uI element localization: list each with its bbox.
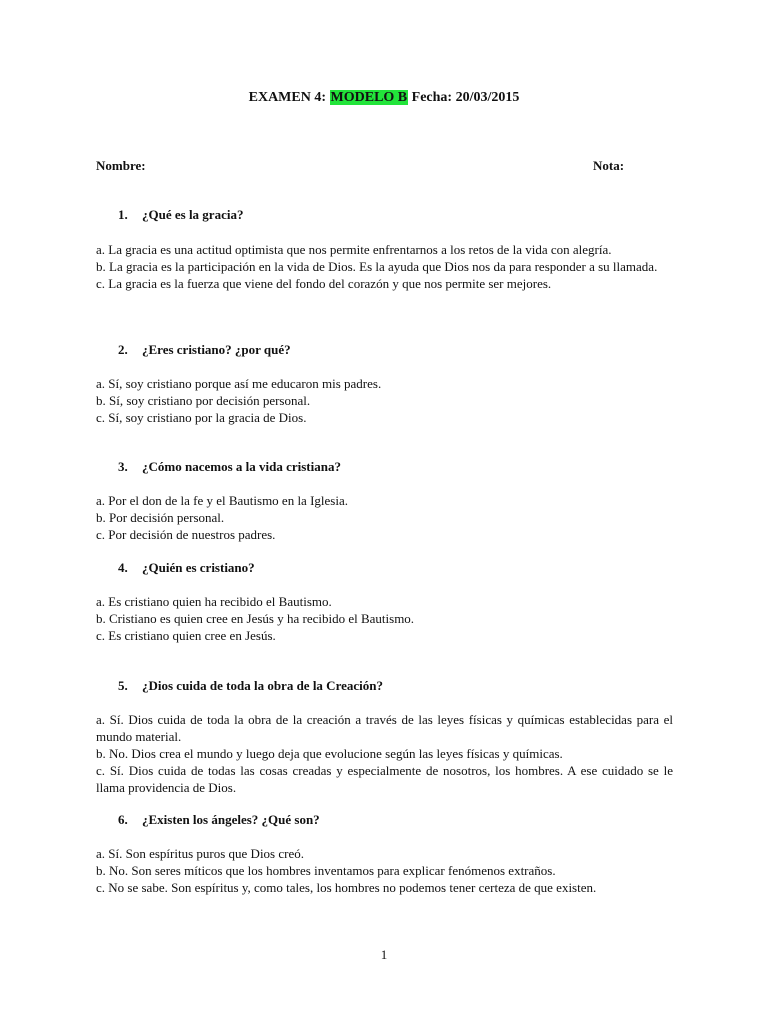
question-text: ¿Dios cuida de toda la obra de la Creación? (142, 678, 383, 693)
option-c: c. Sí. Dios cuida de todas las cosas creadas y especialmente de nosotros, los hombres. A ese cuidado se le llama providencia de Dios. (96, 763, 673, 795)
option-b: b. La gracia es la participación en la vida de Dios. Es la ayuda que Dios nos da para responder a su llamada. (96, 259, 658, 274)
exam-model-highlight: MODELO B (330, 90, 408, 105)
option-c: c. Por decisión de nuestros padres. (96, 527, 276, 542)
question-text: ¿Eres cristiano? ¿por qué? (142, 342, 291, 357)
question-number: 6. (118, 812, 128, 827)
question-text: ¿Cómo nacemos a la vida cristiana? (142, 459, 341, 474)
option-b: b. Cristiano es quien cree en Jesús y ha recibido el Bautismo. (96, 611, 415, 626)
question-2-options (96, 375, 673, 426)
option-a: a. Es cristiano quien ha recibido el Bautismo. (96, 594, 332, 609)
option-a: a. Por el don de la fe y el Bautismo en la Iglesia. (96, 493, 348, 508)
option-b: b. Sí, soy cristiano por decisión personal. (96, 393, 311, 408)
question-number: 4. (118, 560, 128, 575)
question-3-options (96, 492, 673, 543)
name-field-label: Nombre: (96, 158, 146, 173)
question-1 (118, 206, 243, 224)
option-b: b. Por decisión personal. (96, 510, 225, 525)
option-a: a. Sí. Dios cuida de toda la obra de la creación a través de las leyes físicas y químicas establecidas para el mundo material. (96, 712, 673, 744)
option-b: b. No. Dios crea el mundo y luego deja que evolucione según las leyes físicas y químicas. (96, 746, 563, 761)
question-text: ¿Quién es cristiano? (142, 560, 255, 575)
question-1-options (96, 241, 673, 292)
question-4-options (96, 593, 673, 644)
question-number: 1. (118, 207, 128, 222)
option-c: c. Sí, soy cristiano por la gracia de Dios. (96, 410, 307, 425)
question-number: 5. (118, 678, 128, 693)
exam-title (0, 89, 768, 107)
option-c: c. Es cristiano quien cree en Jesús. (96, 628, 276, 643)
question-3 (118, 458, 341, 476)
question-5 (118, 677, 383, 695)
question-2 (118, 341, 291, 359)
exam-date: Fecha: 20/03/2015 (411, 90, 520, 105)
option-a: a. Sí, soy cristiano porque así me educaron mis padres. (96, 376, 382, 391)
option-c: c. No se sabe. Son espíritus y, como tales, los hombres no podemos tener certeza de que existen. (96, 880, 597, 895)
exam-title-prefix: EXAMEN 4: (248, 90, 327, 105)
question-number: 2. (118, 342, 128, 357)
option-b: b. No. Son seres míticos que los hombres inventamos para explicar fenómenos extraños. (96, 863, 556, 878)
question-6 (118, 811, 320, 829)
question-6-options (96, 845, 673, 896)
question-text: ¿Qué es la gracia? (142, 207, 244, 222)
grade-field-label: Nota: (593, 158, 625, 173)
option-a: a. La gracia es una actitud optimista que nos permite enfrentarnos a los retos de la vida con alegría. (96, 242, 612, 257)
question-5-options (96, 711, 673, 796)
option-c: c. La gracia es la fuerza que viene del fondo del corazón y que nos permite ser mejores. (96, 276, 552, 291)
option-a: a. Sí. Son espíritus puros que Dios creó. (96, 846, 304, 861)
question-4 (118, 559, 255, 577)
question-number: 3. (118, 459, 128, 474)
page-number: 1 (380, 947, 388, 962)
question-text: ¿Existen los ángeles? ¿Qué son? (142, 812, 320, 827)
